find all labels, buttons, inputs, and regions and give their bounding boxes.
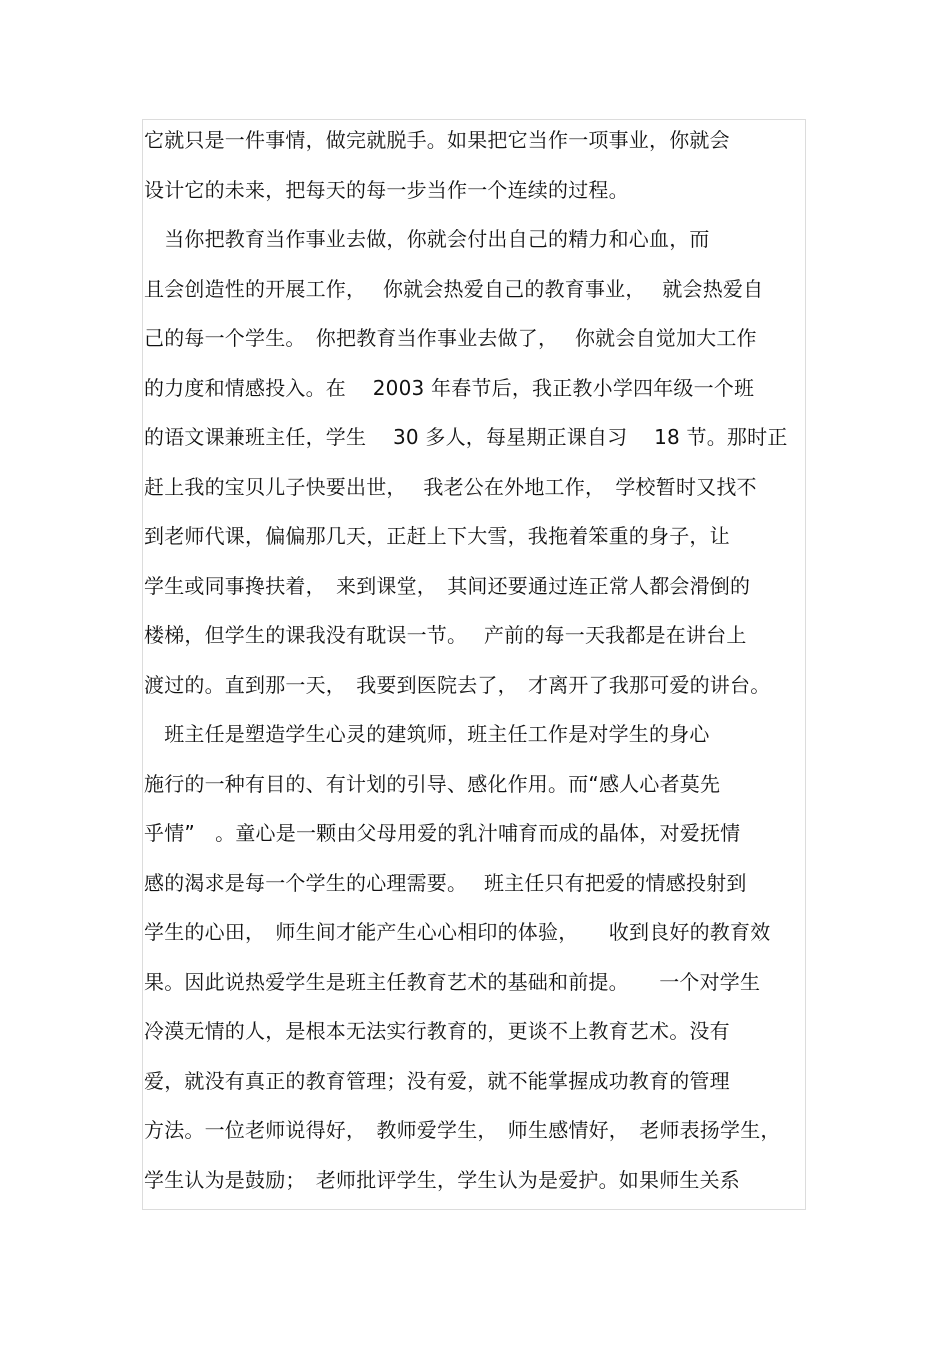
text-line: 感的渴求是每一个学生的心理需要。 班主任只有把爱的情感投射到	[144, 870, 747, 895]
document-body	[144, 116, 804, 1205]
text-line: 学生的心田， 师生间才能产生心心相印的体验， 收到良好的教育效	[144, 920, 771, 944]
text-line: 渡过的。直到那一天， 我要到医院去了， 才离开了我那可爱的讲台。	[144, 672, 771, 697]
text-line: 它就只是一件事情，做完就脱手。如果把它当作一项事业，你就会	[144, 128, 730, 152]
text-line: 学生或同事搀扶着， 来到课堂， 其间还要通过连正常人都会滑倒的	[144, 573, 751, 598]
text-line: 的语文课兼班主任，学生 30 多人，每星期正课自习 18 节。那时正	[144, 425, 788, 449]
text-line: 设计它的未来，把每天的每一步当作一个连续的过程。	[144, 177, 629, 202]
text-line: 且会创造性的开展工作， 你就会热爱自己的教育事业， 就会热爱自	[144, 276, 764, 301]
text-line: 己的每一个学生。 你把教育当作事业去做了， 你就会自觉加大工作	[144, 326, 757, 350]
text-line: 果。因此说热爱学生是班主任教育艺术的基础和前提。 一个对学生	[144, 969, 761, 994]
text-line: 爱，就没有真正的教育管理；没有爱，就不能掌握成功教育的管理	[144, 1068, 730, 1093]
text-line: 赶上我的宝贝儿子快要出世， 我老公在外地工作， 学校暂时又找不	[144, 474, 757, 499]
text-line: 当你把教育当作事业去做，你就会付出自己的精力和心血，而	[144, 227, 710, 251]
text-line: 方法。一位老师说得好， 教师爱学生， 师生感情好， 老师表扬学生，	[144, 1118, 781, 1142]
text-line: 学生认为是鼓励； 老师批评学生，学生认为是爱护。如果师生关系	[144, 1167, 740, 1192]
text-line: 到老师代课，偏偏那几天，正赶上下大雪，我拖着笨重的身子，让	[144, 524, 730, 548]
text-line: 楼梯，但学生的课我没有耽误一节。 产前的每一天我都是在讲台上	[144, 623, 747, 647]
text-line: 施行的一种有目的、有计划的引导、感化作用。而“感人心者莫先	[144, 771, 721, 796]
text-line: 班主任是塑造学生心灵的建筑师，班主任工作是对学生的身心	[144, 722, 710, 746]
text-line: 乎情” 。童心是一颗由父母用爱的乳汁哺育而成的晶体，对爱抚情	[144, 821, 741, 845]
text-line: 的力度和情感投入。在 2003 年春节后，我正教小学四年级一个班	[144, 375, 755, 400]
text-line: 冷漠无情的人，是根本无法实行教育的，更谈不上教育艺术。没有	[144, 1019, 730, 1043]
